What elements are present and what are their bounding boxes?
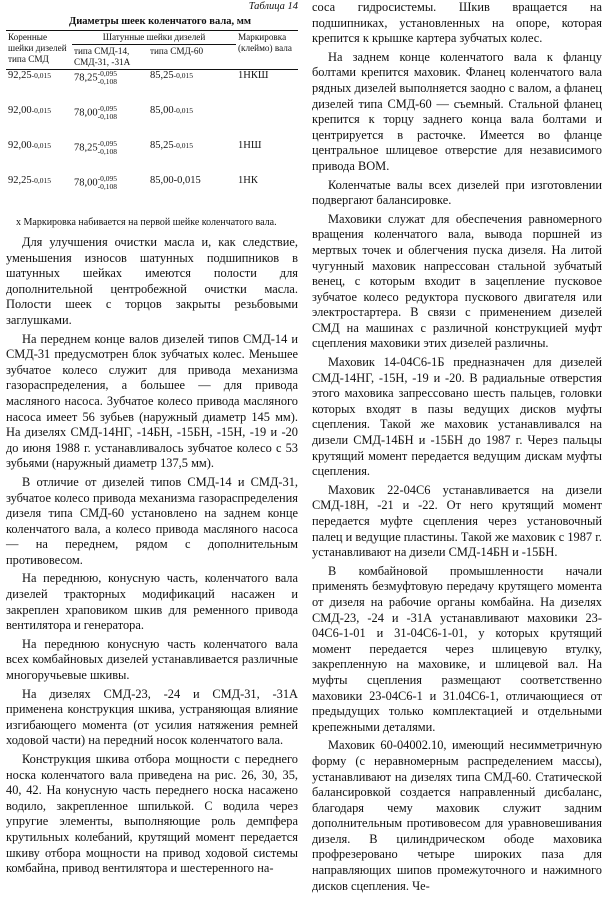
cell-rod-journal-smd14: 78,00 -0,095 -0,108 <box>74 104 117 121</box>
paragraph: Маховик 22-04С6 устанавливается на дизели СМД-18Н, -21 и -22. От него крутящий момент передается муфте сцепления через установочный палец и ведущие пластины. Такой же маховик с 1987 г. устанавливают на дизели СМД-14БН и -15БН. <box>312 482 602 560</box>
cell-rod-journal-smd14: 78,25 -0,095 -0,108 <box>74 139 117 156</box>
table-number: Таблица 14 <box>248 1 298 12</box>
paragraph: На дизелях СМД-23, -24 и СМД-31, -31А применена конструкция шкива, устраняющая влияние изгибающего момента (от усилия натяжения ремней ходовой части) на передний носок коленчатого вала. <box>6 686 298 748</box>
cell-main-journal: 92,25 -0,015 <box>8 70 51 81</box>
cell-mark: 1НК <box>238 175 258 186</box>
cell-mark: 1НКШ <box>238 70 269 81</box>
left-column <box>6 0 298 877</box>
col-sub1-header: типа СМД-14, СМД-31, -31А <box>74 46 131 67</box>
cell-main-journal: 92,25 -0,015 <box>8 175 51 186</box>
paragraph: Маховик 60-04002.10, имеющий несимметричную форму (с неравномерным распределением массы), устанавливают на дизелях типа СМД-60. Статической балансировкой создается направленный дисбаланс, благодаря чему маховик служит задним дополнительным противовесом для уравновешивания дизеля. В цилиндрическом ободе маховика профрезеровано четыре широких паза для направляющих шипов промежуточного и нажимного дисков сцепления. Че- <box>312 738 602 893</box>
paragraph: В комбайновой промышленности начали применять безмуфтовую передачу крутящего момента от дизеля на рабочие органы комбайна. На дизелях СМД-23, -24 и -31А устанавливают маховики 23-04С6-1-01 и 31-04С6-1-01, у которых крутящий момент передается через шлицевую втулку, закрепленную на маховике, и шлицевой вал. На муфты сцепления размещают соответственно маховики 23-04С6-1 и 31.04С6-1, отличающиеся от предыдущих только комплектацией и отдельными крепежными деталями. <box>312 563 602 734</box>
paragraph: На заднем конце коленчатого вала к фланцу болтами крепится маховик. Фланец коленчатого вала рядных дизелей выполняется заодно с валом, а фланец дизелей типа СМД-60 — съемный. Стальной фланец крепится к торцу заднего конца вала болтами и центрируется в расточке. Имеется во фланце центральное шлицевое отверстие для независимого привода ВОМ. <box>312 49 602 173</box>
paragraph: В отличие от дизелей типов СМД-14 и СМД-31, зубчатое колесо привода механизма газораспределения дизеля типа СМД-60 установлено на заднем конце коленчатого вала, а колесо привода масляного насоса — на переднем, рядом с дополнительным противовесом. <box>6 474 298 567</box>
table-title: Диаметры шеек коленчатого вала, мм <box>68 16 252 27</box>
col-mark-header: Маркировка (клеймо) вала <box>238 32 292 53</box>
paragraph: На переднюю, конусную часть, коленчатого вала дизелей тракторных модификаций насажен и закреплен храповиком шкив для ременного привода вентилятора и генератора. <box>6 571 298 633</box>
paragraph: Конструкция шкива отбора мощности с переднего носка коленчатого вала приведена на рис. 26, 30, 35, 40, 42. На конусную часть переднего носка насажено водило, закрепленное шпилькой. С водила через упругие элементы, выполняющие роль демпфера крутильных колебаний, крутящий момент передается шкиву отбора мощности на привод ходовой системы комбайна, привод вентилятора и шестеренного на- <box>6 752 298 876</box>
table-row <box>6 105 298 140</box>
table-footnote: х Маркировка набивается на первой шейке коленчатого вала. <box>16 217 277 228</box>
cell-rod-journal-smd60: 85,25 -0,015 <box>150 70 193 81</box>
cell-rod-journal-smd60: 85,25 -0,015 <box>150 140 193 151</box>
cell-main-journal: 92,00 -0,015 <box>8 140 51 151</box>
cell-rod-journal-smd14: 78,00 -0,095 -0,108 <box>74 174 117 191</box>
table-row <box>6 175 298 210</box>
cell-rod-journal-smd14: 78,25 -0,095 -0,108 <box>74 69 117 86</box>
paragraph: Для улучшения очистки масла и, как следствие, уменьшения износов шатунных подшипников в шатунных шейках имеются полости для дополнительной центробежной очистки масла. Полости шеек с торцов закрыты резьбовыми заглушками. <box>6 235 298 327</box>
cell-mark: 1НШ <box>238 140 262 151</box>
paragraph: Маховик 14-04С6-1Б предназначен для дизелей СМД-14НГ, -15Н, -19 и -20. В радиальные отверстия этого маховика запрессовано шесть пальцев, головки которых входят в пазы ведущих дисков муфты сцепления. Такой же маховик устанавливался на дизели СМД-14БН и -15БН до 1987 г. Через пальцы крутящий момент передается ведущим дискам муфты сцепления. <box>312 355 602 479</box>
table-row <box>6 70 298 105</box>
left-text <box>6 235 298 877</box>
cell-rod-journal-smd60: 85,00-0,015 <box>150 175 201 186</box>
col-group-header: Шатунные шейки дизелей <box>72 31 236 45</box>
paragraph: Коленчатые валы всех дизелей при изготовлении подвергают балансировке. <box>312 177 602 208</box>
table-header <box>6 30 298 70</box>
col-sub2-header: типа СМД-60 <box>150 46 204 56</box>
table-row <box>6 140 298 175</box>
cell-rod-journal-smd60: 85,00 -0,015 <box>150 105 193 116</box>
cell-main-journal: 92,00 -0,015 <box>8 105 51 116</box>
cell-mark <box>236 105 298 140</box>
table-body <box>6 70 298 210</box>
col-main-header: Коренные шейки дизелей типа СМД <box>8 32 67 64</box>
paragraph: На переднюю конусную часть коленчатого вала всех комбайновых дизелей устанавливается различные многоручьевые шкивы. <box>6 636 298 683</box>
paragraph: соса гидросистемы. Шкив вращается на подшипниках, установленных на опоре, которая крепится к крышке картера зубчатых колес. <box>312 0 602 46</box>
right-text <box>312 0 602 894</box>
paragraph: Маховики служат для обеспечения равномерного вращения коленчатого вала, вывода поршней из мертвых точек и облегчения пуска дизеля. На литой чугунный маховик напрессован стальной зубчатый венец, с которым входит в зацепление пусковое зубчатое колесо редуктора пускового двигателя или электростартера. В связи с применением дизелей СМД на машинах с различной конструкцией муфт сцепления маховики этих дизелей различны. <box>312 211 602 351</box>
right-column <box>312 0 602 894</box>
paragraph: На переднем конце валов дизелей типов СМД-14 и СМД-31 предусмотрен блок зубчатых колес. Меньшее зубчатое колесо служит для привода механизма газораспределения, а большее — для привода масляного насоса. Зубчатое колесо привода масляного насоса имеет 56 зубьев (наружный диаметр 145 мм). На дизелях СМД-14НГ, -14БН, -15БН, -15Н, -19 и -20 до июня 1988 г. устанавливалось зубчатое колесо с 53 зубьями (наружный диаметр 137,5 мм). <box>6 331 298 471</box>
